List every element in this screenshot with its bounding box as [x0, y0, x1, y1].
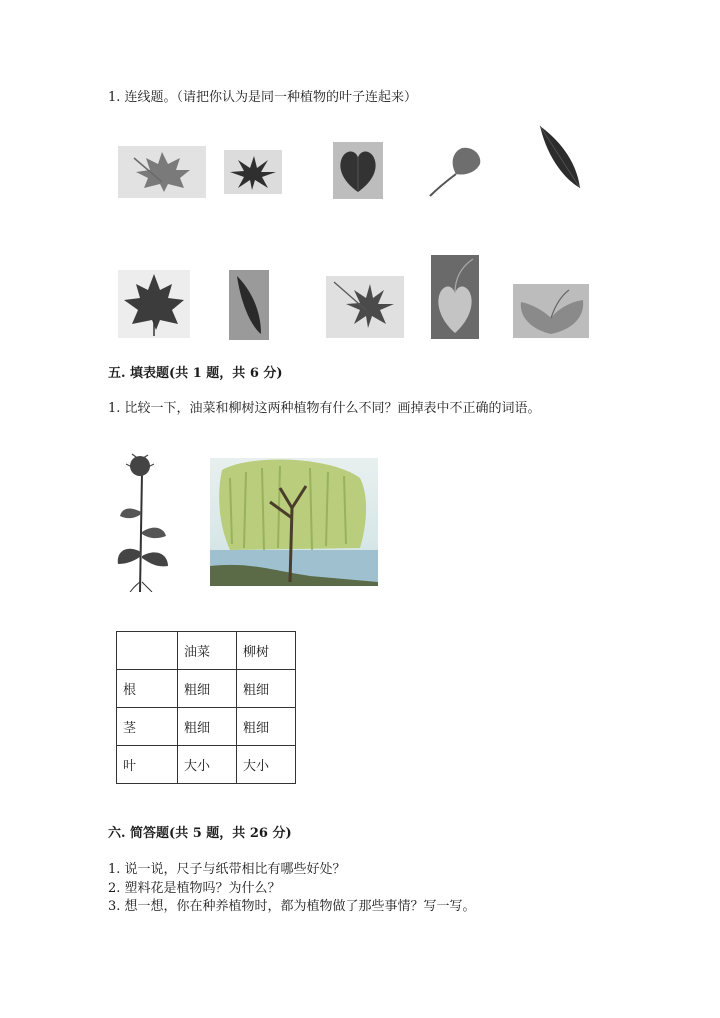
heart-shaped-leaf-image — [431, 255, 479, 339]
list-item: 3. 想一想，你在种养植物时，都为植物做了那些事情？写一写。 — [108, 899, 476, 914]
section5-title: 五. 填表题(共 1 题，共 6 分) — [108, 366, 283, 381]
japanese-maple-leaf-image — [326, 276, 404, 338]
willow-leaf-image — [229, 270, 269, 340]
ginkgo-leaf-image — [426, 144, 484, 200]
question-compare-prompt: 1. 比较一下，油菜和柳树这两种植物有什么不同？画掉表中不正确的词语。 — [108, 401, 541, 416]
table-cell[interactable]: 粗细 — [237, 670, 296, 708]
ginkgo-leaf-image — [513, 284, 589, 338]
willow-tree-image — [210, 458, 378, 586]
table-cell[interactable]: 粗细 — [178, 708, 237, 746]
table-cell — [117, 632, 178, 670]
table-cell[interactable]: 大小 — [178, 746, 237, 784]
table-cell: 根 — [117, 670, 178, 708]
short-answer-questions — [108, 861, 476, 917]
table-row — [117, 708, 296, 746]
heart-shaped-leaf-image — [333, 142, 383, 199]
list-item: 2. 塑料花是植物吗？为什么？ — [108, 880, 281, 896]
table-cell: 柳树 — [237, 632, 296, 670]
japanese-maple-leaf-image — [224, 150, 282, 194]
table-cell: 油菜 — [178, 632, 237, 670]
table-cell[interactable]: 粗细 — [178, 670, 237, 708]
table-cell[interactable]: 大小 — [237, 746, 296, 784]
comparison-table — [116, 631, 296, 784]
question-matching-prompt: 1. 连线题。（请把你认为是同一种植物的叶子连起来） — [108, 90, 418, 105]
rapeseed-plant-image — [110, 452, 172, 592]
table-row — [117, 670, 296, 708]
section6-title: 六. 简答题(共 5 题，共 26 分) — [108, 826, 292, 841]
willow-leaf-image — [536, 124, 584, 192]
table-row — [117, 746, 296, 784]
table-cell[interactable]: 粗细 — [237, 708, 296, 746]
table-row — [117, 632, 296, 670]
table-cell: 叶 — [117, 746, 178, 784]
maple-leaf-image — [118, 146, 206, 198]
table-cell: 茎 — [117, 708, 178, 746]
maple-leaf-image — [118, 270, 190, 338]
list-item: 1. 说一说，尺子与纸带相比有哪些好处？ — [108, 862, 346, 877]
